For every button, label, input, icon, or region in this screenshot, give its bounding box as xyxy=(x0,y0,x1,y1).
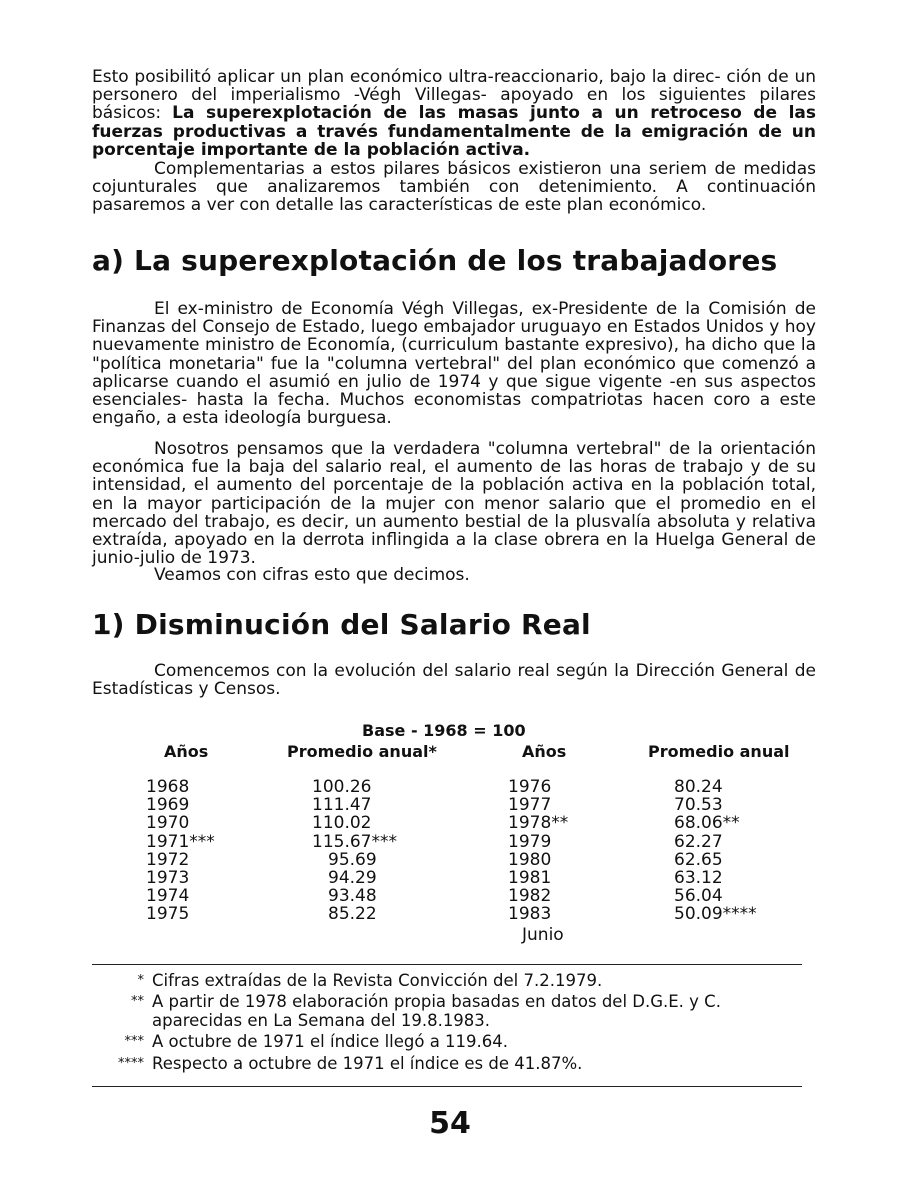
footnote-text: Respecto a octubre de 1971 el índice es de 41.87%. xyxy=(152,1053,583,1073)
table-cell: 94.29 xyxy=(328,867,377,888)
table-cell: 1968 xyxy=(146,777,190,797)
section-1-paragraph-1-text: Comencemos con la evolución del salario real según la Dirección General de Estadísticas y Censos. xyxy=(92,661,816,700)
section-1-heading: 1) Disminución del Salario Real xyxy=(92,608,591,641)
intro-paragraph-2-text: Complementarias a estos pilares básicos existieron una seriem de medidas cojunturales que analizaremos también con detenimiento. A continuación pasaremos a ver con detalle las características de este plan económico. xyxy=(92,159,816,216)
table-col4-header: Promedio anual xyxy=(648,742,790,761)
table-cell: 1970 xyxy=(146,813,190,834)
table-cell: 63.12 xyxy=(674,867,723,888)
footnote-mark: * xyxy=(137,973,144,988)
table-left-years xyxy=(146,778,215,924)
footnote-mark: ** xyxy=(131,994,144,1010)
section-a-paragraph-2 xyxy=(92,440,816,567)
footnote-mark: *** xyxy=(124,1034,144,1050)
section-a-paragraph-2-text: Nosotros pensamos que la verdadera "columna vertebral" de la orientación económica fue la baja del salario real, el aumento de las horas de trabajo y de su intensidad, el aumento del porcentaje de la población activa en la población total, en la mayor participación de la mujer con menor salario que el promedio en el mercado del trabajo, es decir, un aumento bestial de la plusvalía absoluta y relativa extraída, apoyado en la derrota inflingida a la clase obrera en la Huelga General de junio-julio de 1973. xyxy=(92,439,816,569)
footnote-divider-top xyxy=(92,964,802,965)
footnote xyxy=(92,993,812,1030)
footnote xyxy=(92,972,812,990)
table-cell: 100.26 xyxy=(312,777,372,797)
table-cell: 50.09**** xyxy=(674,904,757,925)
footnote xyxy=(92,1033,812,1051)
table-cell: 1973 xyxy=(146,867,190,888)
table-cell: 85.22 xyxy=(328,904,377,925)
section-1-paragraph-1 xyxy=(92,662,816,698)
table-cell: 1976 xyxy=(508,777,552,797)
table-col3-header: Años xyxy=(522,742,567,761)
table-cell: 1972 xyxy=(146,849,190,870)
table-col2-header: Promedio anual* xyxy=(287,742,437,761)
table-cell: 68.06** xyxy=(674,813,740,834)
table-cell: 70.53 xyxy=(674,795,723,816)
table-cell: 62.27 xyxy=(674,831,723,852)
table-cell: Junio xyxy=(522,924,564,945)
table-base-label: Base - 1968 = 100 xyxy=(362,721,526,740)
table-cell: 111.47 xyxy=(312,795,372,816)
footnote-mark: **** xyxy=(118,1055,144,1071)
footnote-text: A partir de 1978 elaboración propia basadas en datos del D.G.E. y C. aparecidas en La Semana del 19.8.1983. xyxy=(152,992,721,1030)
intro-bold-text: La superexplotación de las masas junto a un retroceso de las fuerzas productivas a través fundamentalmente de la emigración de un porcentaje importante de la población activa. xyxy=(92,103,816,160)
section-a-paragraph-3 xyxy=(92,566,816,584)
table-cell: 1974 xyxy=(146,886,190,907)
intro-paragraph-1 xyxy=(92,68,816,159)
section-a-paragraph-1-text: El ex-ministro de Economía Végh Villegas, ex-Presidente de la Comisión de Finanzas del Consejo de Estado, luego embajador uruguayo en Estados Unidos y hoy nuevamente ministro de Economía, (curriculum bastante expresivo), ha dicho que la "política monetaria" fue la "columna vertebral" del plan económico que comenzó a aplicarse cuando el asumió en julio de 1974 y que sigue vigente -en sus aspectos esenciales- hasta la fecha. Muchos economistas compatriotas hacen coro a este engaño, a esta ideología burguesa. xyxy=(92,299,816,429)
table-cell: 1971*** xyxy=(146,831,215,852)
table-right-years xyxy=(508,778,568,944)
table-cell: 1982 xyxy=(508,886,552,907)
footnote-text: A octubre de 1971 el índice llegó a 119.64. xyxy=(152,1032,509,1052)
table-cell: 62.65 xyxy=(674,849,723,870)
table-cell: 93.48 xyxy=(328,886,377,907)
section-a-heading: a) La superexplotación de los trabajadores xyxy=(92,244,778,277)
table-cell: 1969 xyxy=(146,795,190,816)
table-cell: 1975 xyxy=(146,904,190,925)
table-cell: 56.04 xyxy=(674,886,723,907)
table-cell: 1980 xyxy=(508,849,552,870)
section-a-paragraph-1 xyxy=(92,300,816,427)
page-number: 54 xyxy=(429,1106,471,1141)
footnotes xyxy=(92,972,812,1073)
table-col1-header: Años xyxy=(164,742,209,761)
table-cell: 80.24 xyxy=(674,777,723,797)
table-cell: 115.67*** xyxy=(312,831,397,852)
table-cell: 95.69 xyxy=(328,849,377,870)
intro-text: Esto posibilitó aplicar un plan económico ultra-reaccionario, bajo la direc- ción de un personero del imperialismo -Végh Villegas- apoyado en los siguientes pilares básicos: xyxy=(92,67,816,124)
section-a-paragraph-3-text: Veamos con cifras esto que decimos. xyxy=(154,565,470,585)
table-cell: 110.02 xyxy=(312,813,372,834)
table-cell: 1977 xyxy=(508,795,552,816)
table-right-values xyxy=(674,778,757,924)
table-cell: 1979 xyxy=(508,831,552,852)
footnote xyxy=(92,1055,812,1073)
intro-paragraph-2 xyxy=(92,160,816,215)
footnote-text: Cifras extraídas de la Revista Convicción del 7.2.1979. xyxy=(152,971,603,990)
table-cell: 1978** xyxy=(508,813,569,834)
table-cell: 1983 xyxy=(508,904,552,925)
table-cell: 1981 xyxy=(508,867,552,888)
footnote-divider-bottom xyxy=(92,1086,802,1087)
table-left-values xyxy=(312,778,412,924)
